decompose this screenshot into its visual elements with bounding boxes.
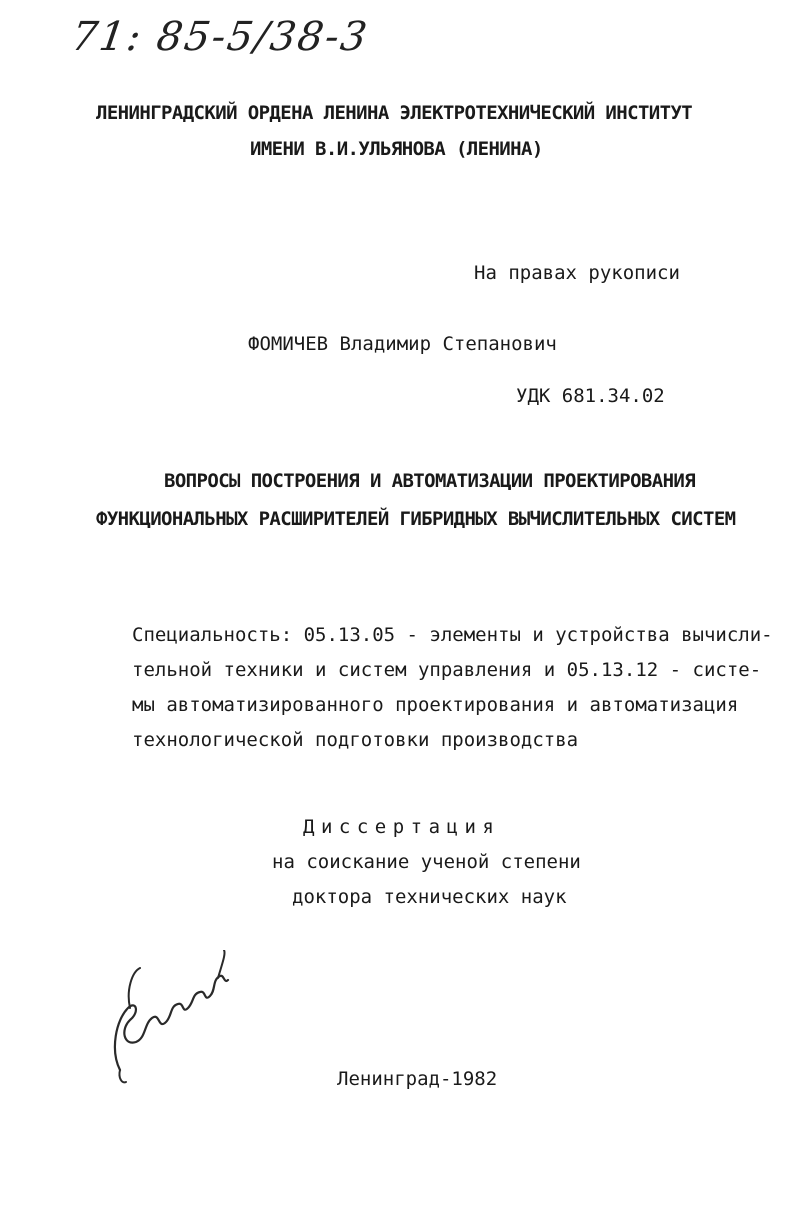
title-line-1: ВОПРОСЫ ПОСТРОЕНИЯ И АВТОМАТИЗАЦИИ ПРОЕКТИРОВАНИЯ [164, 470, 696, 492]
institute-line-1: ЛЕНИНГРАДСКИЙ ОРДЕНА ЛЕНИНА ЭЛЕКТРОТЕХНИЧЕСКИЙ ИНСТИТУТ [96, 102, 693, 124]
institute-line-2: ИМЕНИ В.И.УЛЬЯНОВА (ЛЕНИНА) [250, 138, 543, 160]
specialty-line-3: мы автоматизированного проектирования и автоматизация [132, 694, 739, 716]
place-and-year: Ленинград-1982 [337, 1068, 498, 1090]
degree-heading: Диссертация [303, 816, 501, 838]
degree-line-3: доктора технических наук [292, 886, 567, 908]
specialty-line-2: тельной техники и систем управления и 05.13.12 - систе- [132, 659, 762, 681]
handwritten-archive-code: 71: 85-5/38-3 [68, 14, 372, 60]
title-line-2: ФУНКЦИОНАЛЬНЫХ РАСШИРИТЕЛЕЙ ГИБРИДНЫХ ВЫЧИСЛИТЕЛЬНЫХ СИСТЕМ [96, 508, 736, 530]
specialty-line-1: Специальность: 05.13.05 - элементы и устройства вычисли- [132, 624, 773, 646]
author-signature [106, 950, 256, 1090]
author-name: ФОМИЧЕВ Владимир Степанович [248, 333, 557, 355]
udk-code: УДК 681.34.02 [516, 385, 665, 407]
degree-line-2: на соискание ученой степени [272, 851, 581, 873]
specialty-line-4: технологической подготовки производства [132, 729, 579, 751]
manuscript-note: На правах рукописи [474, 262, 680, 284]
